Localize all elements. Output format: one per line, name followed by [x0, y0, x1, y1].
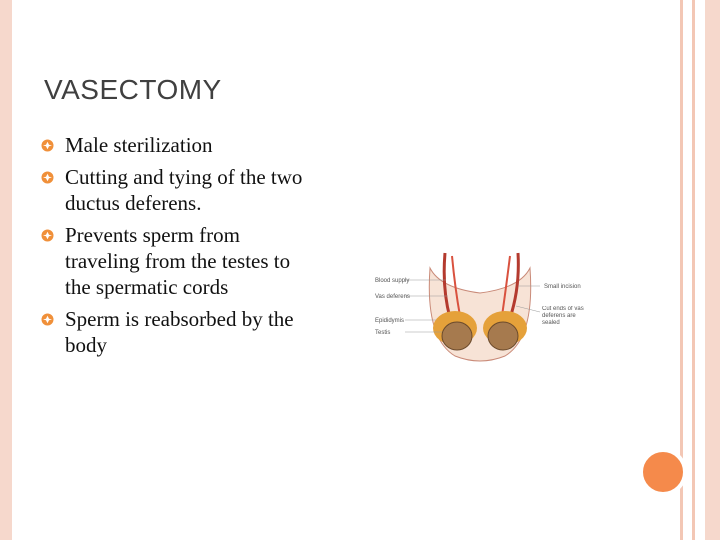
gear-bullet-icon	[40, 312, 55, 327]
gear-bullet-icon	[40, 170, 55, 185]
label-cut-ends: Cut ends of vas deferens are sealed	[542, 306, 584, 326]
bullet-text: Cutting and tying of the two ductus deferens.	[65, 165, 303, 215]
bullet-item	[40, 164, 310, 216]
testis-left	[442, 322, 472, 350]
label-epididymis: Epididymis	[375, 318, 405, 324]
left-border-stripe	[0, 0, 12, 540]
gear-bullet-icon	[40, 228, 55, 243]
decorative-circle	[639, 448, 687, 496]
label-testis: Testis	[375, 330, 391, 336]
bullet-text: Male sterilization	[65, 133, 213, 157]
label-blood-supply: Blood supply	[375, 278, 410, 284]
label-vas-deferens: Vas deferens	[375, 294, 410, 300]
bullet-item	[40, 306, 310, 358]
gear-bullet-icon	[40, 138, 55, 153]
bullet-item	[40, 222, 310, 300]
bullet-text: Sperm is reabsorbed by the body	[65, 307, 294, 357]
bullet-text: Prevents sperm from traveling from the testes to the spermatic cords	[65, 223, 291, 299]
slide-title: VASECTOMY	[44, 74, 222, 105]
testis-right	[488, 322, 518, 350]
right-border-stripe	[705, 0, 720, 540]
bullet-list	[40, 132, 310, 364]
bullet-item	[40, 132, 310, 158]
label-small-incision: Small incision	[544, 284, 581, 290]
vasectomy-diagram	[370, 248, 595, 363]
right-border-line	[692, 0, 695, 540]
